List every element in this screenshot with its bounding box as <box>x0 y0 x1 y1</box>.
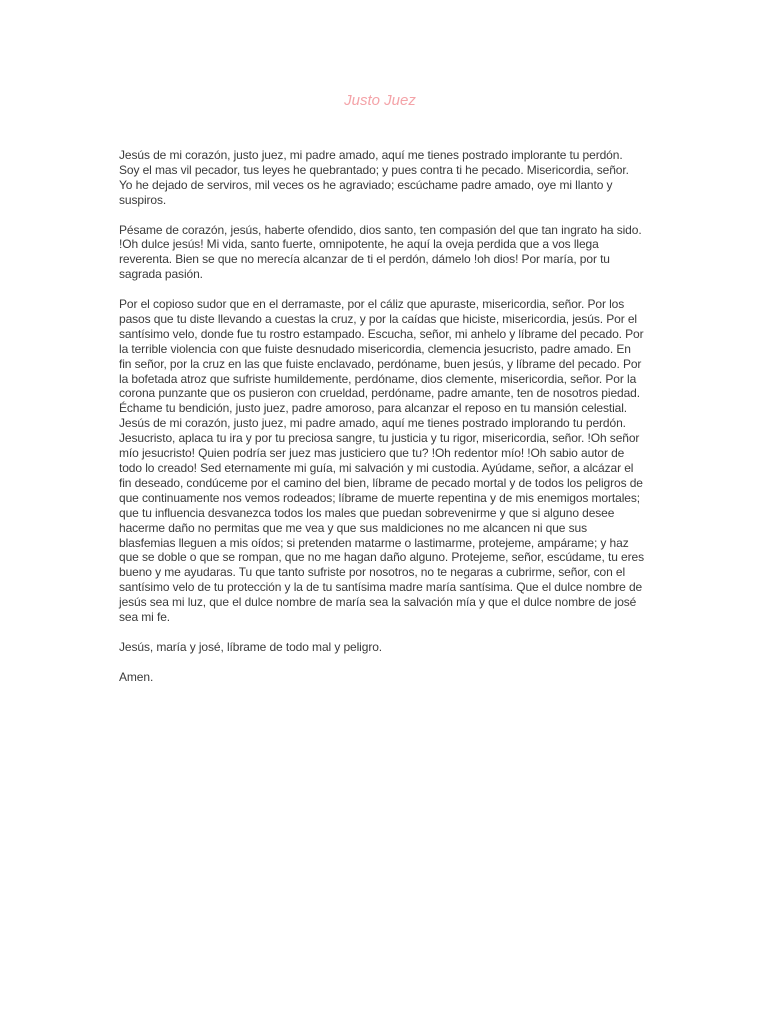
paragraph-3: Por el copioso sudor que en el derramaste, por el cáliz que apuraste, misericordia, señor. Por los pasos que tu diste llevando a cuestas la cruz, y por la caídas que hiciste, misericordia, jesús. Por el santísimo velo, donde fue tu rostro estampado. Escucha, señor, mi anhelo y líbrame del pecado. Por la terrible violencia con que fuiste desnudado misericordia, clemencia jesucristo, padre amado. En fin señor, por la cruz en las que fuiste enclavado, perdóname, buen jesús, y líbrame del pecado. Por la bofetada atroz que sufriste humildemente, perdóname, dios clemente, misericordia, señor. Por la corona punzante que os pusieron con crueldad, perdóname, padre amante, ten de nosotros piedad. Échame tu bendición, justo juez, padre amoroso, para alcanzar el reposo en tu mansión celestial. Jesús de mi corazón, justo juez, mi padre amado, aquí me tienes postrado implorando tu perdón. Jesucristo, aplaca tu ira y por tu preciosa sangre, tu justicia y tu rigor, misericordia, señor. !Oh señor mío jesucristo! Quien podría ser juez mas justiciero que tu? !Oh redentor mío! !Oh sabio autor de todo lo creado! Sed eternamente mi guía, mi salvación y mi custodia. Ayúdame, señor, a alcázar el fin deseado, condúceme por el camino del bien, líbrame de pecado mortal y de todos los peligros de que continuamente nos vemos rodeados; líbrame de muerte repentina y de mis enemigos mortales; que tu influencia desvanezca todos los males que puedan sobrevenirme y que si alguno desee hacerme daño no permitas que me vea y que sus maldiciones no me alcancen ni que sus blasfemias lleguen a mis oídos; si pretenden matarme o lastimarme, protejeme, ampárame; y haz que se doble o que se rompan, que no me hagan daño alguno. Protejeme, señor, escúdame, tu eres bueno y me ayudaras. Tu que tanto sufriste por nosotros, no te negaras a cubrirme, señor, con el santísimo velo de tu protección y la de tu santísima madre maría santísima. Que el dulce nombre de jesús sea mi luz, que el dulce nombre de maría sea la salvación mía y que el dulce nombre de josé sea mi fe. <box>119 297 644 625</box>
paragraph-5: Amen. <box>119 669 154 684</box>
document-body <box>119 148 644 699</box>
paragraph-2: Pésame de corazón, jesús, haberte ofendido, dios santo, ten compasión del que tan ingrato ha sido. !Oh dulce jesús! Mi vida, santo fuerte, omnipotente, he aquí la oveja perdida que a vos llega reverenta. Bien se que no merecía alcanzar de ti el perdón, dámelo !oh dios! Por maría, por tu sagrada pasión. <box>119 222 642 282</box>
paragraph-1: Jesús de mi corazón, justo juez, mi padre amado, aquí me tienes postrado implorante tu perdón. Soy el mas vil pecador, tus leyes he quebrantado; y pues contra ti he pecado. Misericordia, señor. Yo he dejado de serviros, mil veces os he agraviado; escúchame padre amado, oye mi llanto y suspiros. <box>119 148 629 207</box>
page-title: Justo Juez <box>344 92 416 109</box>
paragraph-4: Jesús, maría y josé, líbrame de todo mal y peligro. <box>119 639 383 654</box>
